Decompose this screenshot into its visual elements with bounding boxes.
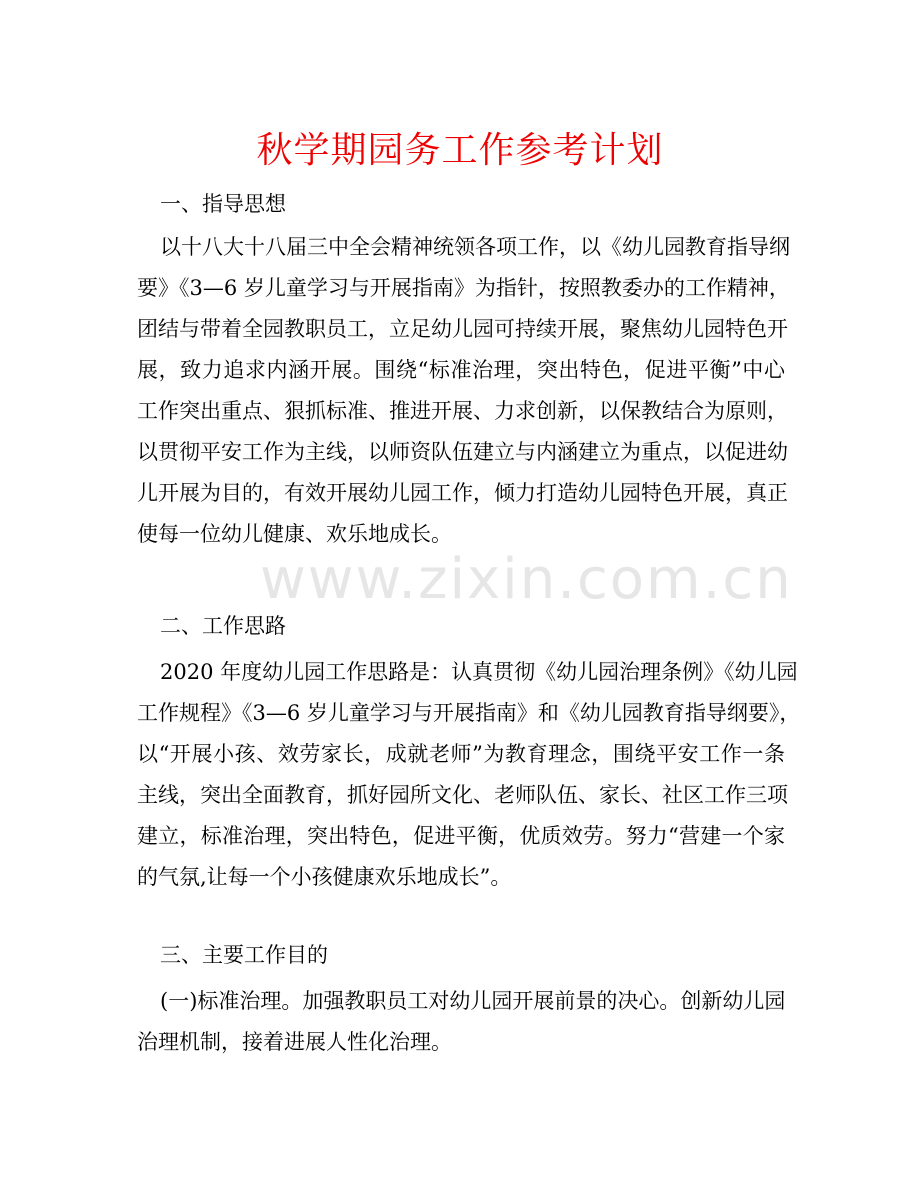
section-heading: 二、工作思路	[160, 614, 286, 638]
section-heading: 一、指导思想	[160, 192, 286, 216]
paragraph-line: 主线，突出全面教育，抓好园所文化、老师队伍、家长、社区工作三项	[137, 783, 788, 807]
paragraph-line: 儿开展为目的，有效开展幼儿园工作，倾力打造幼儿园特色开展，真正	[137, 481, 788, 505]
paragraph-line: 的气氛,让每一个小孩健康欢乐地成长”。	[137, 865, 512, 889]
section-body	[137, 652, 801, 898]
paragraph-line: 工作突出重点、狠抓标准、推进开展、力求创新，以保教结合为原则，	[137, 399, 788, 423]
paragraph-line: (一)标准治理。加强教职员工对幼儿园开展前景的决心。创新幼儿园	[160, 989, 786, 1013]
paragraph-line: 以十八大十八届三中全会精神统领各项工作，以《幼儿园教育指导纲	[160, 235, 790, 259]
paragraph-line: 2020 年度幼儿园工作思路是：认真贯彻《幼儿园治理条例》《幼儿园	[160, 660, 798, 684]
paragraph-line: 以贯彻平安工作为主线，以师资队伍建立与内涵建立为重点，以促进幼	[137, 440, 788, 464]
paragraph-line: 团结与带着全园教职员工，立足幼儿园可持续开展，聚焦幼儿园特色开	[137, 317, 788, 341]
paragraph-line: 展，致力追求内涵开展。围绕“标准治理，突出特色，促进平衡”中心	[137, 358, 785, 382]
section-body	[137, 227, 790, 555]
paragraph-line: 使每一位幼儿健康、欢乐地成长。	[137, 522, 452, 546]
paragraph-line: 要》《3—6 岁儿童学习与开展指南》为指针，按照教委办的工作精神，	[137, 276, 790, 300]
section-body	[137, 981, 785, 1063]
paragraph-line: 治理机制，接着进展人性化治理。	[137, 1030, 452, 1054]
watermark: www.zixin.com.cn	[260, 547, 793, 612]
section-heading: 三、主要工作目的	[160, 943, 328, 967]
paragraph-line: 工作规程》《3—6 岁儿童学习与开展指南》和《幼儿园教育指导纲要》，	[137, 701, 801, 725]
paragraph-line: 建立，标准治理，突出特色，促进平衡，优质效劳。努力“营建一个家	[137, 824, 785, 848]
paragraph-line: 以“开展小孩、效劳家长，成就老师”为教育理念，围绕平安工作一条	[137, 742, 785, 766]
document-title: 秋学期园务工作参考计划	[256, 130, 664, 171]
